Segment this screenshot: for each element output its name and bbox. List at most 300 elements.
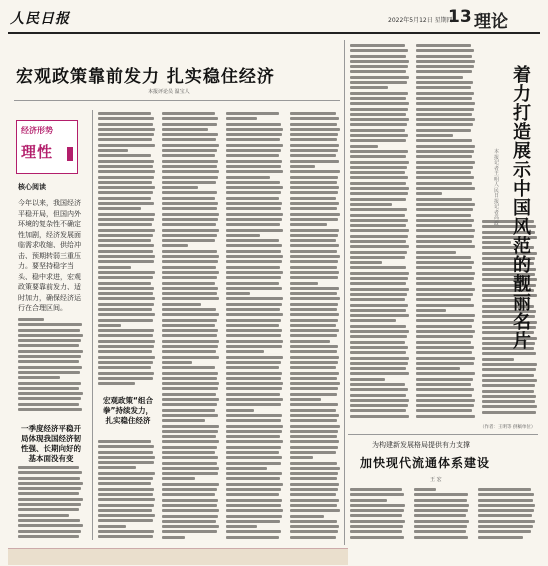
text-line — [350, 394, 406, 397]
text-line — [98, 117, 154, 120]
text-line — [162, 530, 217, 533]
text-line — [350, 488, 402, 491]
text-line — [350, 214, 405, 217]
text-line — [350, 272, 409, 275]
text-line — [226, 462, 281, 465]
text-line — [350, 81, 407, 84]
text-line — [162, 515, 218, 518]
text-line — [226, 356, 283, 359]
text-line — [290, 472, 338, 475]
text-line — [416, 76, 463, 79]
text-line — [98, 144, 155, 147]
text-line — [162, 117, 218, 120]
text-line — [98, 266, 131, 269]
column-divider — [344, 40, 345, 545]
text-line — [162, 398, 219, 401]
body-column-1 — [18, 318, 84, 418]
text-line — [162, 123, 217, 126]
text-line — [98, 509, 152, 512]
text-line — [98, 308, 152, 311]
text-line — [226, 250, 281, 253]
text-line — [162, 430, 218, 433]
text-line — [162, 186, 198, 189]
text-line — [226, 515, 282, 518]
text-line — [350, 304, 408, 307]
text-line — [290, 186, 339, 189]
text-line — [350, 362, 408, 365]
text-line — [226, 149, 281, 152]
text-line — [18, 408, 82, 411]
text-line — [478, 536, 523, 539]
side-article-credit: （作者：王明等 供稿单位） — [480, 425, 536, 430]
text-line — [350, 504, 405, 507]
text-line — [416, 182, 472, 185]
text-line — [416, 108, 474, 111]
text-line — [416, 319, 474, 322]
text-line — [416, 266, 472, 269]
text-line — [416, 367, 460, 370]
text-line — [226, 403, 281, 406]
text-line — [226, 499, 282, 502]
text-line — [482, 384, 535, 387]
text-line — [226, 530, 281, 533]
text-line — [290, 340, 330, 343]
text-line — [98, 260, 154, 263]
text-line — [162, 197, 215, 200]
text-line — [162, 462, 217, 465]
text-line — [416, 330, 475, 333]
series-logo-bar — [67, 147, 73, 161]
text-line — [18, 334, 83, 337]
text-line — [226, 345, 282, 348]
subhead-1: 一季度经济平稳开局体现我国经济韧性强、长期向好的基本面没有变 — [21, 424, 81, 463]
text-line — [18, 403, 79, 406]
text-line — [18, 508, 79, 511]
text-line — [226, 467, 267, 470]
text-line — [416, 187, 475, 190]
text-line — [416, 129, 471, 132]
text-line — [290, 409, 336, 412]
text-line — [350, 92, 408, 95]
text-line — [98, 234, 153, 237]
side-article-byline: 本报记者 王明 人民日报记者 高政 — [494, 149, 500, 227]
text-line — [226, 112, 279, 115]
text-line — [290, 297, 340, 300]
text-line — [98, 149, 128, 152]
text-line — [226, 350, 264, 353]
text-line — [290, 266, 337, 269]
text-line — [162, 440, 219, 443]
text-line — [290, 244, 339, 247]
text-line — [350, 399, 409, 402]
text-line — [416, 208, 473, 211]
text-line — [416, 92, 474, 95]
text-line — [416, 357, 475, 360]
text-line — [416, 383, 471, 386]
text-line — [226, 340, 283, 343]
text-line — [162, 520, 216, 523]
text-line — [350, 509, 404, 512]
text-line — [98, 176, 154, 179]
text-line — [162, 419, 205, 422]
text-line — [162, 218, 218, 221]
text-line — [478, 514, 532, 517]
text-line — [350, 161, 409, 164]
text-line — [226, 393, 280, 396]
text-line — [350, 55, 406, 58]
text-line — [350, 335, 407, 338]
text-line — [98, 530, 154, 533]
text-line — [290, 260, 338, 263]
text-line — [226, 477, 280, 480]
text-line — [350, 208, 407, 211]
text-line — [98, 244, 154, 247]
text-line — [18, 482, 83, 485]
text-line — [416, 409, 472, 412]
text-line — [290, 419, 337, 422]
text-line — [350, 70, 406, 73]
text-line — [226, 287, 282, 290]
text-line — [162, 154, 215, 157]
text-line — [290, 117, 339, 120]
text-line — [18, 530, 81, 533]
text-line — [350, 277, 408, 280]
text-line — [482, 411, 536, 414]
text-line — [350, 325, 406, 328]
text-line — [226, 170, 283, 173]
text-line — [350, 155, 406, 158]
text-line — [482, 352, 536, 355]
text-line — [226, 377, 281, 380]
text-line — [416, 198, 472, 201]
text-line — [98, 197, 151, 200]
text-line — [98, 202, 154, 205]
text-line — [290, 303, 338, 306]
text-line — [226, 382, 283, 385]
text-line — [350, 44, 405, 47]
text-line — [98, 372, 154, 375]
text-line — [18, 371, 80, 374]
text-line — [226, 123, 281, 126]
text-line — [290, 387, 338, 390]
text-line — [18, 366, 82, 369]
text-line — [98, 382, 135, 385]
subhead-2: 宏观政策“组合拳”持续发力，扎实稳住经济 — [103, 396, 153, 425]
text-line — [162, 234, 217, 237]
text-line — [482, 395, 536, 398]
text-line — [416, 192, 442, 195]
text-line — [98, 191, 153, 194]
text-line — [162, 255, 219, 258]
text-line — [226, 292, 250, 295]
text-line — [350, 60, 409, 63]
text-line — [226, 202, 282, 205]
text-line — [290, 324, 336, 327]
text-line — [98, 112, 151, 115]
text-line — [98, 255, 155, 258]
text-line — [290, 440, 339, 443]
text-line — [290, 276, 338, 279]
text-line — [162, 509, 219, 512]
text-line — [162, 403, 217, 406]
text-line — [290, 530, 338, 533]
text-line — [226, 117, 257, 120]
text-line — [162, 356, 219, 359]
text-line — [350, 49, 408, 52]
text-line — [350, 97, 406, 100]
text-line — [290, 149, 338, 152]
text-line — [290, 356, 339, 359]
text-line — [290, 287, 339, 290]
text-line — [350, 346, 408, 349]
text-line — [162, 213, 219, 216]
text-line — [98, 276, 153, 279]
text-line — [290, 462, 337, 465]
text-line — [290, 366, 336, 369]
side-column-2 — [416, 44, 476, 424]
text-line — [226, 525, 257, 528]
text-line — [162, 488, 217, 491]
text-line — [98, 287, 154, 290]
text-line — [416, 325, 472, 328]
text-line — [98, 477, 153, 480]
text-line — [98, 282, 151, 285]
text-line — [98, 319, 153, 322]
text-line — [290, 493, 336, 496]
text-line — [350, 309, 406, 312]
text-line — [414, 514, 466, 517]
text-line — [290, 425, 340, 428]
text-line — [162, 477, 195, 480]
text-line — [162, 472, 218, 475]
text-line — [18, 323, 82, 326]
text-line — [350, 367, 406, 370]
text-line — [290, 361, 338, 364]
series-logo — [16, 120, 78, 174]
text-line — [290, 144, 339, 147]
text-line — [416, 341, 471, 344]
text-line — [162, 504, 217, 507]
text-line — [98, 456, 155, 459]
text-line — [162, 282, 215, 285]
text-line — [98, 445, 154, 448]
text-line — [290, 403, 338, 406]
text-line — [350, 404, 408, 407]
text-line — [226, 271, 283, 274]
text-line — [350, 113, 406, 116]
text-line — [162, 276, 217, 279]
text-line — [290, 504, 337, 507]
text-line — [290, 123, 337, 126]
text-line — [162, 303, 201, 306]
text-line — [478, 493, 534, 496]
text-line — [350, 341, 405, 344]
text-line — [98, 345, 154, 348]
text-line — [98, 525, 126, 528]
text-line — [416, 394, 472, 397]
text-line — [162, 409, 215, 412]
text-line — [350, 65, 408, 68]
page-number: 13 — [448, 7, 472, 27]
text-line — [350, 240, 406, 243]
text-line — [226, 191, 281, 194]
text-line — [416, 65, 474, 68]
text-line — [350, 330, 409, 333]
text-line — [226, 387, 282, 390]
text-line — [416, 166, 473, 169]
text-line — [416, 81, 473, 84]
text-line — [290, 329, 339, 332]
text-line — [226, 319, 281, 322]
text-line — [98, 504, 154, 507]
text-line — [416, 272, 475, 275]
text-line — [162, 133, 218, 136]
text-line — [226, 414, 282, 417]
text-line — [414, 504, 469, 507]
text-line — [226, 456, 282, 459]
text-line — [98, 461, 154, 464]
text-line — [162, 229, 219, 232]
text-line — [18, 392, 83, 395]
text-line — [162, 499, 218, 502]
text-line — [290, 334, 337, 337]
text-line — [290, 499, 339, 502]
bottom-article-kicker: 为构建新发展格局提供有力支撑 — [372, 441, 470, 449]
text-line — [416, 49, 474, 52]
text-line — [226, 160, 282, 163]
text-line — [290, 393, 337, 396]
text-line — [290, 525, 339, 528]
text-line — [162, 250, 217, 253]
text-line — [98, 292, 153, 295]
text-line — [290, 250, 337, 253]
text-line — [226, 483, 283, 486]
text-line — [162, 149, 217, 152]
text-line — [162, 112, 215, 115]
text-line — [226, 239, 279, 242]
text-line — [350, 293, 407, 296]
text-line — [98, 223, 152, 226]
text-line — [98, 356, 155, 359]
text-line — [162, 345, 218, 348]
text-line — [350, 415, 409, 418]
text-line — [162, 181, 216, 184]
text-line — [98, 482, 151, 485]
text-line — [290, 515, 324, 518]
text-line — [414, 530, 466, 533]
text-line — [416, 161, 475, 164]
text-line — [290, 382, 340, 385]
text-line — [226, 472, 282, 475]
text-line — [226, 207, 281, 210]
text-line — [226, 186, 283, 189]
text-line — [290, 536, 336, 539]
text-line — [162, 202, 218, 205]
text-line — [350, 224, 406, 227]
text-line — [226, 536, 279, 539]
body-column-4 — [226, 112, 284, 544]
text-line — [162, 456, 218, 459]
text-line — [226, 165, 281, 168]
text-line — [162, 451, 215, 454]
text-line — [226, 398, 283, 401]
text-line — [162, 350, 216, 353]
text-line — [416, 404, 474, 407]
text-line — [162, 308, 216, 311]
text-line — [482, 363, 537, 366]
text-line — [350, 235, 408, 238]
text-line — [162, 287, 218, 290]
text-line — [416, 399, 475, 402]
text-line — [416, 155, 472, 158]
text-line — [350, 256, 405, 259]
text-line — [18, 382, 81, 385]
text-line — [98, 361, 153, 364]
text-line — [226, 138, 280, 141]
text-line — [414, 525, 467, 528]
text-line — [290, 197, 336, 200]
text-line — [482, 400, 535, 403]
text-line — [162, 144, 219, 147]
text-line — [18, 355, 81, 358]
main-byline: 本报评论员 温宝人 — [148, 89, 190, 95]
text-line — [350, 129, 405, 132]
text-line — [226, 308, 280, 311]
text-line — [350, 319, 396, 322]
text-line — [416, 351, 472, 354]
text-line — [98, 207, 141, 210]
text-line — [414, 509, 468, 512]
text-line — [416, 378, 473, 381]
text-line — [18, 360, 79, 363]
text-line — [416, 55, 472, 58]
text-line — [98, 340, 155, 343]
text-line — [350, 409, 406, 412]
text-line — [162, 271, 219, 274]
text-line — [98, 366, 151, 369]
text-line — [18, 350, 83, 353]
text-line — [416, 97, 472, 100]
text-line — [414, 536, 468, 539]
text-line — [416, 118, 475, 121]
text-line — [226, 133, 282, 136]
section-name: 理论 — [474, 12, 508, 32]
text-line — [416, 139, 472, 142]
text-line — [416, 288, 475, 291]
text-line — [162, 160, 218, 163]
text-line — [162, 266, 216, 269]
text-line — [162, 393, 216, 396]
text-line — [18, 329, 80, 332]
text-line — [98, 334, 153, 337]
text-line — [416, 245, 475, 248]
text-line — [290, 414, 339, 417]
text-line — [478, 525, 533, 528]
text-line — [416, 309, 446, 312]
text-line — [414, 520, 469, 523]
text-line — [416, 362, 474, 365]
text-line — [350, 229, 409, 232]
text-line — [478, 504, 535, 507]
text-line — [162, 361, 192, 364]
text-line — [162, 483, 219, 486]
text-line — [162, 176, 218, 179]
text-line — [162, 191, 217, 194]
text-line — [290, 292, 337, 295]
text-line — [290, 191, 338, 194]
text-line — [162, 536, 185, 539]
text-line — [350, 123, 407, 126]
